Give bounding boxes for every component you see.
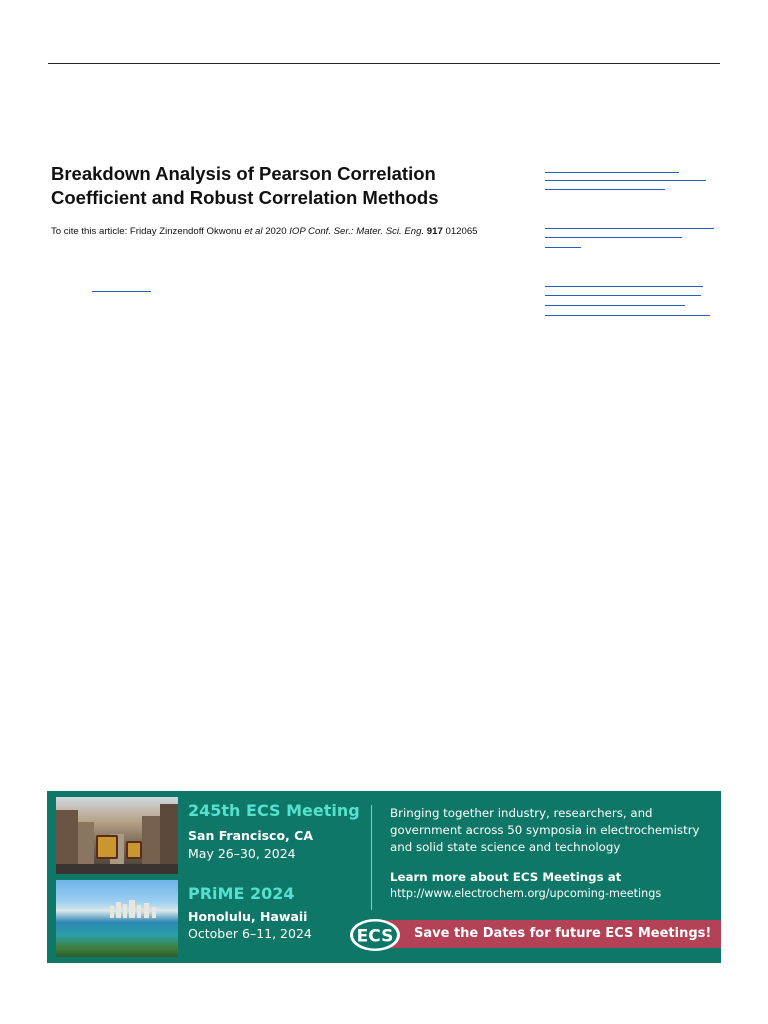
learn-more-text: Learn more about ECS Meetings at [390, 870, 622, 884]
event2-dates: October 6–11, 2024 [188, 926, 312, 941]
banner-blurb [390, 805, 715, 856]
citation-etal: et al [244, 226, 263, 237]
related-link[interactable] [545, 315, 710, 316]
related-link[interactable] [545, 247, 581, 248]
blurb-line: government across 50 symposia in electrochemistry [390, 823, 700, 837]
ecs-meetings-banner[interactable] [47, 791, 721, 963]
event1-title: 245th ECS Meeting [188, 801, 360, 820]
citation-volume: 917 [426, 226, 443, 237]
save-dates-bar[interactable] [382, 920, 721, 948]
header-rule [48, 63, 720, 64]
related-link[interactable] [545, 305, 685, 306]
blurb-line: Bringing together industry, researchers, and [390, 806, 653, 820]
citation-prefix: To cite this article: Friday Zinzendoff Okwonu [51, 226, 245, 237]
related-link[interactable] [545, 189, 665, 190]
banner-divider [371, 805, 372, 910]
ecs-logo-icon [349, 918, 401, 952]
related-link[interactable] [545, 237, 682, 238]
related-link[interactable] [545, 172, 679, 173]
ecs-logo-text: ECS [356, 926, 394, 947]
event1-dates: May 26–30, 2024 [188, 846, 296, 861]
related-link[interactable] [545, 228, 714, 229]
event2-location: Honolulu, Hawaii [188, 909, 308, 924]
citation-journal: IOP Conf. Ser.: Mater. Sci. Eng. [289, 226, 425, 237]
honolulu-photo [56, 880, 178, 957]
event1-location: San Francisco, CA [188, 828, 314, 843]
citation [51, 226, 478, 237]
san-francisco-photo [56, 797, 178, 874]
related-link[interactable] [545, 180, 706, 181]
save-dates-text: Save the Dates for future ECS Meetings! [414, 926, 712, 941]
view-article-link[interactable] [92, 291, 151, 292]
article-title [51, 162, 521, 210]
blurb-line: and solid state science and technology [390, 840, 621, 854]
citation-year: 2020 [262, 226, 290, 237]
article-title-line-1: Breakdown Analysis of Pearson Correlation [51, 163, 436, 184]
event2-title: PRiME 2024 [188, 884, 295, 903]
article-title-line-2: Coefficient and Robust Correlation Methods [51, 187, 439, 208]
citation-article-number: 012065 [442, 226, 478, 237]
meetings-url-link[interactable]: http://www.electrochem.org/upcoming-meetings [390, 887, 662, 900]
related-link[interactable] [545, 295, 701, 296]
related-link[interactable] [545, 286, 703, 287]
